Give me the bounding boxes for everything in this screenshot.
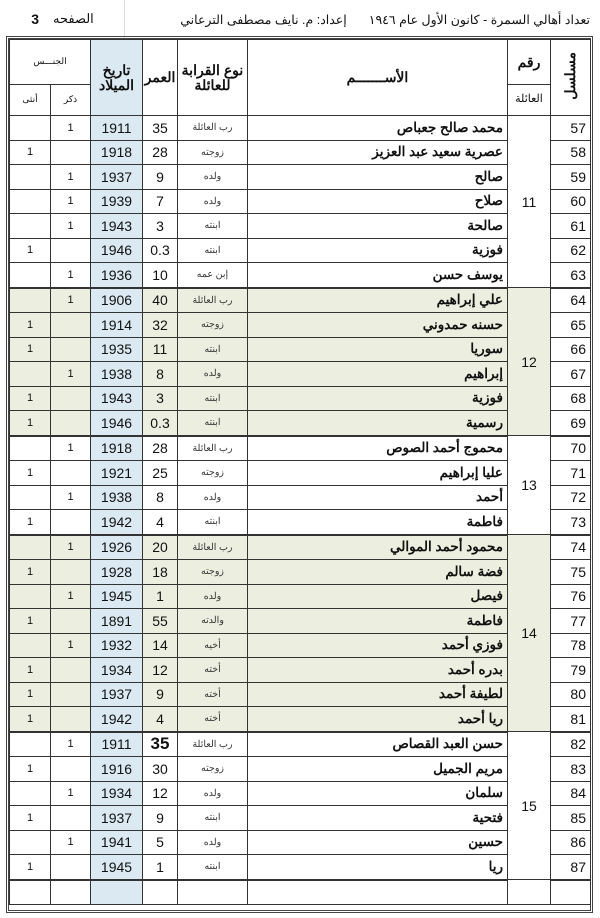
table-row xyxy=(10,682,591,707)
relation-cell: رب العائلة xyxy=(178,732,248,757)
col-header-gender: الجنـــس xyxy=(10,40,91,85)
female-cell: 1 xyxy=(10,806,51,831)
name-cell: صالح xyxy=(248,165,508,190)
age-cell: 3 xyxy=(143,214,178,239)
female-cell xyxy=(10,116,51,141)
relation-cell: زوجته xyxy=(178,140,248,165)
name-cell: صالحة xyxy=(248,214,508,239)
age-cell: 18 xyxy=(143,560,178,585)
female-cell xyxy=(10,830,51,855)
name-cell: علي إبراهيم xyxy=(248,288,508,313)
empty-cell xyxy=(10,880,51,905)
relation-cell: أخته xyxy=(178,682,248,707)
relation-cell: ابنته xyxy=(178,510,248,535)
male-cell: 1 xyxy=(51,214,91,239)
male-cell xyxy=(51,461,91,486)
female-cell xyxy=(10,362,51,387)
relation-cell: رب العائلة xyxy=(178,436,248,461)
birth-year-cell: 1918 xyxy=(91,140,143,165)
female-cell: 1 xyxy=(10,855,51,880)
age-cell: 28 xyxy=(143,436,178,461)
table-row xyxy=(10,165,591,190)
age-cell: 0.3 xyxy=(143,411,178,436)
male-cell xyxy=(51,855,91,880)
census-table xyxy=(9,39,591,905)
empty-cell xyxy=(143,880,178,905)
name-cell: فوزية xyxy=(248,386,508,411)
document-author: إعداد: م. نايف مصطفى الترعاني xyxy=(180,12,347,27)
relation-cell: أخته xyxy=(178,707,248,732)
col-header-relation: نوع القرابة للعائلة xyxy=(178,40,248,116)
serial-cell: 57 xyxy=(551,116,591,141)
relation-cell: رب العائلة xyxy=(178,288,248,313)
name-cell: عصرية سعيد عبد العزيز xyxy=(248,140,508,165)
birth-year-cell: 1943 xyxy=(91,386,143,411)
female-cell: 1 xyxy=(10,238,51,263)
page-label: الصفحه xyxy=(53,11,94,26)
table-row xyxy=(10,830,591,855)
serial-cell: 84 xyxy=(551,781,591,806)
page-number: 3 xyxy=(31,11,39,27)
table-row xyxy=(10,288,591,313)
relation-cell: ابنته xyxy=(178,806,248,831)
relation-cell: ولده xyxy=(178,362,248,387)
document-title: تعداد أهالي السمرة - كانون الأول عام ١٩٤٦ xyxy=(368,12,590,27)
birth-year-cell: 1939 xyxy=(91,189,143,214)
serial-cell: 72 xyxy=(551,485,591,510)
page-number-box xyxy=(0,0,125,38)
table-row xyxy=(10,757,591,782)
col-header-serial xyxy=(551,40,591,116)
age-cell: 1 xyxy=(143,584,178,609)
table-row xyxy=(10,560,591,585)
male-cell xyxy=(51,806,91,831)
serial-cell: 70 xyxy=(551,436,591,461)
female-cell: 1 xyxy=(10,461,51,486)
name-cell: عليا إبراهيم xyxy=(248,461,508,486)
name-cell: أحمد xyxy=(248,485,508,510)
female-cell: 1 xyxy=(10,707,51,732)
male-cell: 1 xyxy=(51,288,91,313)
relation-cell: رب العائلة xyxy=(178,535,248,560)
birth-year-cell: 1946 xyxy=(91,238,143,263)
col-header-family-number-bottom: العائلة xyxy=(508,85,551,116)
female-cell xyxy=(10,781,51,806)
empty-cell xyxy=(248,880,508,905)
female-cell xyxy=(10,633,51,658)
male-cell: 1 xyxy=(51,116,91,141)
female-cell xyxy=(10,189,51,214)
serial-cell: 73 xyxy=(551,510,591,535)
male-cell: 1 xyxy=(51,584,91,609)
age-cell: 12 xyxy=(143,658,178,683)
female-cell: 1 xyxy=(10,658,51,683)
relation-cell: ابنته xyxy=(178,411,248,436)
empty-cell xyxy=(508,880,551,905)
male-cell: 1 xyxy=(51,830,91,855)
col-header-female: أنثى xyxy=(10,85,51,116)
birth-year-cell: 1935 xyxy=(91,337,143,362)
table-row xyxy=(10,313,591,338)
serial-cell: 78 xyxy=(551,633,591,658)
female-cell: 1 xyxy=(10,757,51,782)
table-row xyxy=(10,214,591,239)
female-cell xyxy=(10,535,51,560)
empty-cell xyxy=(178,880,248,905)
birth-year-cell: 1937 xyxy=(91,682,143,707)
birth-year-cell: 1906 xyxy=(91,288,143,313)
relation-cell: والدته xyxy=(178,609,248,634)
relation-cell: ولده xyxy=(178,189,248,214)
name-cell: لطيفة أحمد xyxy=(248,682,508,707)
table-row xyxy=(10,510,591,535)
name-cell: فاطمة xyxy=(248,609,508,634)
table-body xyxy=(10,116,591,905)
serial-cell: 85 xyxy=(551,806,591,831)
birth-year-cell: 1945 xyxy=(91,584,143,609)
age-cell: 20 xyxy=(143,535,178,560)
serial-cell: 80 xyxy=(551,682,591,707)
serial-cell: 65 xyxy=(551,313,591,338)
table-row xyxy=(10,781,591,806)
table-row xyxy=(10,386,591,411)
male-cell: 1 xyxy=(51,633,91,658)
serial-cell: 74 xyxy=(551,535,591,560)
table-row xyxy=(10,535,591,560)
serial-cell: 59 xyxy=(551,165,591,190)
male-cell xyxy=(51,238,91,263)
male-cell xyxy=(51,707,91,732)
female-cell: 1 xyxy=(10,510,51,535)
birth-year-cell: 1937 xyxy=(91,165,143,190)
table-row xyxy=(10,116,591,141)
name-cell: حسن العبد القصاص xyxy=(248,732,508,757)
male-cell: 1 xyxy=(51,485,91,510)
birth-year-cell: 1928 xyxy=(91,560,143,585)
age-cell: 35 xyxy=(143,116,178,141)
relation-cell: ولده xyxy=(178,485,248,510)
birth-year-cell: 1891 xyxy=(91,609,143,634)
male-cell: 1 xyxy=(51,189,91,214)
age-cell: 35 xyxy=(143,732,178,757)
table-row xyxy=(10,633,591,658)
age-cell: 5 xyxy=(143,830,178,855)
empty-row xyxy=(10,880,591,905)
birth-year-cell: 1943 xyxy=(91,214,143,239)
document-title-bar xyxy=(180,0,590,38)
age-cell: 25 xyxy=(143,461,178,486)
table-row xyxy=(10,609,591,634)
age-cell: 8 xyxy=(143,485,178,510)
birth-year-cell: 1926 xyxy=(91,535,143,560)
table-row xyxy=(10,238,591,263)
serial-cell: 75 xyxy=(551,560,591,585)
family-number-cell: 13 xyxy=(508,436,551,535)
table-row xyxy=(10,263,591,288)
name-cell: فيصل xyxy=(248,584,508,609)
table-row xyxy=(10,362,591,387)
col-header-family-number-top: رقم xyxy=(508,40,551,85)
serial-cell: 81 xyxy=(551,707,591,732)
serial-cell: 63 xyxy=(551,263,591,288)
female-cell: 1 xyxy=(10,386,51,411)
female-cell: 1 xyxy=(10,313,51,338)
name-cell: سوريا xyxy=(248,337,508,362)
birth-year-cell: 1934 xyxy=(91,658,143,683)
col-header-male: ذكر xyxy=(51,85,91,116)
birth-year-cell: 1914 xyxy=(91,313,143,338)
female-cell xyxy=(10,436,51,461)
name-cell: حسنه حمدوني xyxy=(248,313,508,338)
male-cell: 1 xyxy=(51,165,91,190)
birth-year-cell: 1936 xyxy=(91,263,143,288)
name-cell: محموج أحمد الصوص xyxy=(248,436,508,461)
relation-cell: ابنته xyxy=(178,214,248,239)
serial-cell: 87 xyxy=(551,855,591,880)
age-cell: 7 xyxy=(143,189,178,214)
table-row xyxy=(10,140,591,165)
female-cell: 1 xyxy=(10,140,51,165)
serial-cell: 69 xyxy=(551,411,591,436)
relation-cell: ولده xyxy=(178,584,248,609)
name-cell: فوزي أحمد xyxy=(248,633,508,658)
serial-cell: 60 xyxy=(551,189,591,214)
male-cell xyxy=(51,337,91,362)
serial-cell: 86 xyxy=(551,830,591,855)
male-cell xyxy=(51,682,91,707)
age-cell: 9 xyxy=(143,682,178,707)
relation-cell: أخته xyxy=(178,658,248,683)
birth-year-cell: 1938 xyxy=(91,485,143,510)
table-row xyxy=(10,584,591,609)
female-cell: 1 xyxy=(10,682,51,707)
name-cell: صلاح xyxy=(248,189,508,214)
relation-cell: ابنته xyxy=(178,386,248,411)
empty-cell xyxy=(51,880,91,905)
name-cell: ريا أحمد xyxy=(248,707,508,732)
female-cell xyxy=(10,263,51,288)
table-row xyxy=(10,707,591,732)
age-cell: 28 xyxy=(143,140,178,165)
male-cell: 1 xyxy=(51,732,91,757)
table-row xyxy=(10,658,591,683)
col-header-birth: تاريخ الميلاد xyxy=(91,40,143,116)
name-cell: محمود أحمد الموالي xyxy=(248,535,508,560)
birth-year-cell: 1946 xyxy=(91,411,143,436)
serial-cell: 68 xyxy=(551,386,591,411)
serial-cell: 67 xyxy=(551,362,591,387)
name-cell: فضة سالم xyxy=(248,560,508,585)
female-cell xyxy=(10,165,51,190)
table-row xyxy=(10,411,591,436)
name-cell: حسين xyxy=(248,830,508,855)
table-row xyxy=(10,189,591,214)
relation-cell: إبن عمه xyxy=(178,263,248,288)
serial-cell: 61 xyxy=(551,214,591,239)
birth-year-cell: 1934 xyxy=(91,781,143,806)
female-cell: 1 xyxy=(10,337,51,362)
serial-cell: 58 xyxy=(551,140,591,165)
female-cell: 1 xyxy=(10,609,51,634)
female-cell xyxy=(10,584,51,609)
table-row xyxy=(10,732,591,757)
age-cell: 9 xyxy=(143,806,178,831)
male-cell xyxy=(51,609,91,634)
male-cell xyxy=(51,757,91,782)
serial-cell: 71 xyxy=(551,461,591,486)
family-number-cell: 15 xyxy=(508,732,551,880)
male-cell xyxy=(51,313,91,338)
male-cell xyxy=(51,411,91,436)
age-cell: 11 xyxy=(143,337,178,362)
female-cell xyxy=(10,485,51,510)
col-header-age: العمر xyxy=(143,40,178,116)
col-header-serial-label: مسلسل xyxy=(562,52,579,101)
name-cell: محمد صالح جعباص xyxy=(248,116,508,141)
age-cell: 30 xyxy=(143,757,178,782)
male-cell xyxy=(51,658,91,683)
serial-cell: 64 xyxy=(551,288,591,313)
age-cell: 8 xyxy=(143,362,178,387)
name-cell: فوزية xyxy=(248,238,508,263)
page-header xyxy=(0,0,600,38)
serial-cell: 79 xyxy=(551,658,591,683)
relation-cell: رب العائلة xyxy=(178,116,248,141)
family-number-cell: 12 xyxy=(508,288,551,436)
relation-cell: ابنته xyxy=(178,337,248,362)
relation-cell: ولده xyxy=(178,165,248,190)
serial-cell: 83 xyxy=(551,757,591,782)
male-cell xyxy=(51,560,91,585)
name-cell: ريا xyxy=(248,855,508,880)
relation-cell: ولده xyxy=(178,781,248,806)
male-cell: 1 xyxy=(51,436,91,461)
age-cell: 40 xyxy=(143,288,178,313)
female-cell: 1 xyxy=(10,411,51,436)
age-cell: 14 xyxy=(143,633,178,658)
age-cell: 1 xyxy=(143,855,178,880)
age-cell: 4 xyxy=(143,707,178,732)
header-divider xyxy=(124,0,125,38)
serial-cell: 82 xyxy=(551,732,591,757)
male-cell: 1 xyxy=(51,535,91,560)
name-cell: مريم الجميل xyxy=(248,757,508,782)
name-cell: يوسف حسن xyxy=(248,263,508,288)
male-cell xyxy=(51,510,91,535)
male-cell: 1 xyxy=(51,362,91,387)
male-cell xyxy=(51,386,91,411)
name-cell: رسمية xyxy=(248,411,508,436)
female-cell: 1 xyxy=(10,560,51,585)
age-cell: 12 xyxy=(143,781,178,806)
name-cell: سلمان xyxy=(248,781,508,806)
male-cell xyxy=(51,140,91,165)
age-cell: 9 xyxy=(143,165,178,190)
serial-cell: 66 xyxy=(551,337,591,362)
table-row xyxy=(10,337,591,362)
birth-year-cell: 1942 xyxy=(91,707,143,732)
birth-year-cell: 1941 xyxy=(91,830,143,855)
relation-cell: أخيه xyxy=(178,633,248,658)
relation-cell: ابنته xyxy=(178,238,248,263)
age-cell: 55 xyxy=(143,609,178,634)
table-row xyxy=(10,461,591,486)
empty-cell xyxy=(551,880,591,905)
name-cell: فتحية xyxy=(248,806,508,831)
birth-year-cell: 1938 xyxy=(91,362,143,387)
age-cell: 10 xyxy=(143,263,178,288)
name-cell: إبراهيم xyxy=(248,362,508,387)
serial-cell: 62 xyxy=(551,238,591,263)
female-cell xyxy=(10,732,51,757)
age-cell: 3 xyxy=(143,386,178,411)
birth-year-cell: 1916 xyxy=(91,757,143,782)
table-row xyxy=(10,485,591,510)
age-cell: 0.3 xyxy=(143,238,178,263)
serial-cell: 77 xyxy=(551,609,591,634)
birth-year-cell: 1937 xyxy=(91,806,143,831)
female-cell xyxy=(10,288,51,313)
female-cell xyxy=(10,214,51,239)
birth-year-cell: 1918 xyxy=(91,436,143,461)
relation-cell: ولده xyxy=(178,830,248,855)
male-cell: 1 xyxy=(51,263,91,288)
table-row xyxy=(10,806,591,831)
family-number-cell: 14 xyxy=(508,535,551,732)
table-row xyxy=(10,855,591,880)
birth-year-cell: 1932 xyxy=(91,633,143,658)
age-cell: 4 xyxy=(143,510,178,535)
relation-cell: زوجته xyxy=(178,560,248,585)
family-number-cell: 11 xyxy=(508,116,551,288)
name-cell: بدره أحمد xyxy=(248,658,508,683)
empty-cell xyxy=(91,880,143,905)
name-cell: فاطمة xyxy=(248,510,508,535)
age-cell: 32 xyxy=(143,313,178,338)
birth-year-cell: 1942 xyxy=(91,510,143,535)
birth-year-cell: 1921 xyxy=(91,461,143,486)
male-cell: 1 xyxy=(51,781,91,806)
relation-cell: زوجته xyxy=(178,313,248,338)
relation-cell: ابنته xyxy=(178,855,248,880)
birth-year-cell: 1945 xyxy=(91,855,143,880)
table-row xyxy=(10,436,591,461)
serial-cell: 76 xyxy=(551,584,591,609)
relation-cell: زوجته xyxy=(178,461,248,486)
birth-year-cell: 1911 xyxy=(91,116,143,141)
birth-year-cell: 1911 xyxy=(91,732,143,757)
relation-cell: زوجته xyxy=(178,757,248,782)
col-header-name: الأســـــــم xyxy=(248,40,508,116)
